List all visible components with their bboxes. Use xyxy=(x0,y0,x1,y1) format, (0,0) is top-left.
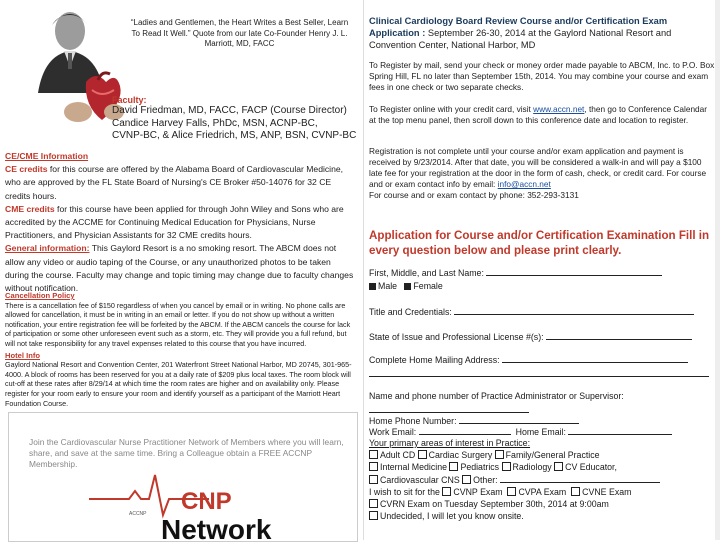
founder-quote: “Ladies and Gentlemen, the Heart Writes a Best Seller, Learn To Read It Well.” Quote from our late Co-Founder Henry J. L. Marriott, MD, FACC xyxy=(130,18,349,48)
online-registration-text xyxy=(369,104,715,126)
exam-row-2 xyxy=(369,498,715,510)
cancellation-text: There is a cancellation fee of $150 regardless of when you cancel by email or in writing. No phone calls are allowed for cancellation, it must be in writing in an email or letter. If you do not show up without a written notification, your entire registration fee will be forfeited by the ABCM. If the ABCM cancels the course for lack of participation or some other unforeseen event such as a storm, etc. They will provide you a full refund, but will not take responsibility for any travel expenses related to this course that you have incurred. xyxy=(5,300,351,348)
registration-deadline-text xyxy=(369,146,715,201)
other-input[interactable] xyxy=(500,473,660,483)
course-location: September 26-30, 2014 at the Gaylord National Resort and Convention Center, National Harbor, MD xyxy=(369,28,672,50)
cvpa-exam-checkbox[interactable] xyxy=(507,487,516,496)
general-label: General information: xyxy=(5,243,90,254)
address-field-row xyxy=(369,353,715,377)
ce-text: for this course are offered by the Alabama Board of Cardiovascular Medicine, who are approved by the FL State Board of Nursing's CE Broker #50-14076 for 32 CE credits hours. xyxy=(5,164,344,201)
family-practice-checkbox[interactable] xyxy=(495,450,504,459)
title-field-row xyxy=(369,305,715,318)
cvrn-exam-checkbox[interactable] xyxy=(369,499,378,508)
other-checkbox[interactable] xyxy=(462,475,471,484)
cardiac-surgery-label: Cardiac Surgery xyxy=(428,450,493,460)
logo-network-text: Network xyxy=(161,514,272,541)
interest-label: Your primary areas of interest in Practice: xyxy=(369,438,531,448)
accnp-promo-box xyxy=(8,412,358,542)
logo-accnp-text: ACCNP xyxy=(129,511,147,517)
name-label: First, Middle, and Last Name: xyxy=(369,268,487,278)
mail-registration-text: To Register by mail, send your check or money order made payable to ABCM, Inc. to P.O. Box Spring Hill, FL no later than September 15th, 2014. You may combine your course and exam fees in one check or two separate checks. xyxy=(369,60,715,92)
faculty-name: CVNP-BC, & Alice Friedrich, MS, ANP, BSN, CVNP-BC xyxy=(112,130,357,141)
undecided-label: Undecided, I will let you know onsite. xyxy=(380,511,524,521)
general-text: This Gaylord Resort is a no smoking resort. The ABCM does not allow any video or audio taping of the Course, or any unauthorized photos to be taken during the course. Faculty may change and topic timing may change due to faculty changes without notification. xyxy=(5,243,354,294)
license-input[interactable] xyxy=(546,330,692,340)
course-title: Clinical Cardiology Board Review Course and/or Certification Exam xyxy=(369,16,668,26)
interest-heading-row xyxy=(369,437,715,449)
undecided-checkbox[interactable] xyxy=(369,511,378,520)
male-checkbox[interactable] xyxy=(369,283,376,290)
hotel-heading: Hotel Info xyxy=(5,350,41,360)
interest-row-2 xyxy=(369,461,715,473)
female-label: Female xyxy=(413,281,443,291)
cme-label: CME credits xyxy=(5,203,55,214)
work-email-label: Work Email: xyxy=(369,427,419,437)
address-input[interactable] xyxy=(502,353,688,363)
cv-educator-label: CV Educator, xyxy=(565,462,617,472)
hotel-text: Gaylord National Resort and Convention Center, 201 Waterfront Street National Harbor, MD 20745, 301-965-4000. A block of rooms has been reserved for you at a daily rate of $209 plus local taxes. The room block will cut-off at these rates after 8/29/14 at which time the room rates are higher and on availability only. Please register for your room early to ensure your room and identify yourself as a participant of the Marriott Heart Foundation Course. xyxy=(5,360,352,408)
home-email-label: Home Email: xyxy=(515,427,569,437)
adult-cd-checkbox[interactable] xyxy=(369,450,378,459)
application-form-title: Application for Course and/or Certification Examination Fill in every question below and please print clearly. xyxy=(369,229,710,257)
radiology-label: Radiology xyxy=(512,462,552,472)
female-checkbox[interactable] xyxy=(404,283,411,290)
pediatrics-label: Pediatrics xyxy=(460,462,500,472)
online-text-b: , then go to Conference Calendar at the top menu panel, then scroll down to this conference date and location to register. xyxy=(369,104,708,125)
pediatrics-checkbox[interactable] xyxy=(449,462,458,471)
ce-label: CE credits xyxy=(5,164,48,175)
cme-text: for this course have been applied for through John Wiley and Sons who are accredited by the ACCME for Continuing Medical Education for Physicians, Nurse Practitioners, and Physician Assistants for 32 CME credits hours. xyxy=(5,203,344,241)
cv-educator-checkbox[interactable] xyxy=(554,462,563,471)
exam-row-1 xyxy=(369,486,715,498)
internal-medicine-checkbox[interactable] xyxy=(369,462,378,471)
license-field-row xyxy=(369,330,715,343)
other-label: Other: xyxy=(473,475,501,485)
interest-row-1 xyxy=(369,449,715,461)
exam-row-3 xyxy=(369,510,715,522)
title-label: Title and Credentials: xyxy=(369,307,455,317)
name-field-row xyxy=(369,266,715,279)
cvrn-exam-label: CVRN Exam on Tuesday September 30th, 2014 at 9:00am xyxy=(380,499,609,509)
deadline-text: Registration is not complete until your course and/or exam application and payment is received by 9/23/2014. After that date, you will be considered a walk-in and will pay a $100 late fee for your registration at the door in the form of cash, check, or credit card. For course and or exam contact info by email: xyxy=(369,146,707,189)
cv-cns-label: Cardiovascular CNS xyxy=(380,475,460,485)
online-text-a: To Register online with your credit card, visit xyxy=(369,104,534,114)
home-email-input[interactable] xyxy=(568,425,672,435)
faculty-name: Candice Harvey Falls, PhDc, MSN, ACNP-BC, xyxy=(112,117,318,129)
cv-cns-checkbox[interactable] xyxy=(369,475,378,484)
column-divider xyxy=(363,0,364,540)
cvnp-exam-checkbox[interactable] xyxy=(442,487,451,496)
cme-heading: CE/CME Information xyxy=(5,151,89,161)
cvne-exam-checkbox[interactable] xyxy=(571,487,580,496)
work-email-input[interactable] xyxy=(419,425,511,435)
application-label: Application : xyxy=(369,28,426,38)
policy-section xyxy=(5,291,357,410)
admin-input[interactable] xyxy=(369,402,529,413)
cme-paragraph xyxy=(5,203,357,243)
cvne-exam-label: CVNE Exam xyxy=(582,487,632,497)
admin-field-row xyxy=(369,390,715,413)
course-dates xyxy=(369,27,715,51)
admin-label: Name and phone number of Practice Administrator or Supervisor: xyxy=(369,391,624,401)
radiology-checkbox[interactable] xyxy=(502,462,511,471)
faculty-block xyxy=(112,95,362,143)
faculty-name: David Friedman, MD, FACC, FACP (Course Director) xyxy=(112,105,347,116)
logo-cnp-text: CNP xyxy=(181,488,232,515)
cnp-network-logo xyxy=(89,469,349,541)
cardiac-surgery-checkbox[interactable] xyxy=(418,450,427,459)
address-input-line2[interactable] xyxy=(369,366,709,377)
faculty-heading: Faculty: xyxy=(112,95,147,105)
male-label: Male xyxy=(378,281,398,291)
general-paragraph xyxy=(5,242,357,295)
address-label: Complete Home Mailing Address: xyxy=(369,355,502,365)
interest-row-3 xyxy=(369,473,715,486)
license-label: State of Issue and Professional License #(s): xyxy=(369,332,547,342)
cancellation-heading: Cancellation Policy xyxy=(5,291,75,300)
gender-row xyxy=(369,280,715,292)
home-phone-label: Home Phone Number: xyxy=(369,416,459,426)
cme-info-section xyxy=(5,150,357,295)
contact-email-link[interactable]: info@accn.net xyxy=(497,179,551,189)
family-practice-label: Family/General Practice xyxy=(505,450,600,460)
promo-text: Join the Cardiovascular Nurse Practitioner Network of Members where you will learn, share, and save at the same time. Bring a Colleague obtain a FREE ACCNP Membership. xyxy=(29,437,344,469)
cvnp-exam-label: CVNP Exam xyxy=(453,487,503,497)
sit-for-label: I wish to sit for the xyxy=(369,487,443,497)
course-header xyxy=(369,15,715,51)
adult-cd-label: Adult CD xyxy=(380,450,416,460)
page-edge xyxy=(715,0,720,540)
contact-phone-text: For course and or exam contact by phone: 352-293-3131 xyxy=(369,190,579,200)
home-phone-input[interactable] xyxy=(459,414,579,424)
accn-website-link[interactable]: www.accn.net xyxy=(533,104,585,114)
cvpa-exam-label: CVPA Exam xyxy=(518,487,567,497)
title-input[interactable] xyxy=(454,305,694,315)
internal-medicine-label: Internal Medicine xyxy=(380,462,447,472)
name-input[interactable] xyxy=(486,266,662,276)
ce-paragraph xyxy=(5,163,357,203)
